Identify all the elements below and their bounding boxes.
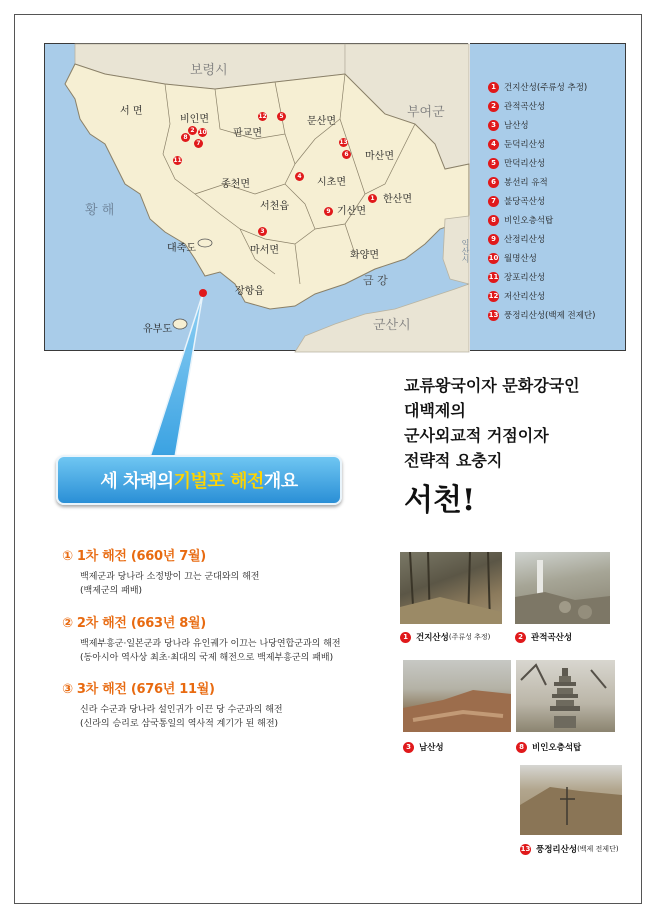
map-marker-1: 1: [368, 194, 377, 203]
map-marker-12: 12: [258, 113, 267, 120]
legend-label: 저산리산성: [504, 292, 546, 302]
battle-desc: 백제부흥군·일본군과 당나라 유인궤가 이끄는 나당연합군과의 해전: [80, 639, 341, 649]
label-hansanmyeon: 한산면: [383, 194, 412, 205]
label-jongcheonmyeon: 종천면: [221, 179, 250, 190]
label-seocheoneup: 서천읍: [260, 201, 289, 212]
legend-number: 3: [488, 120, 499, 131]
label-seomyeon: 서 면: [120, 106, 143, 117]
label-janghangeup: 장항읍: [235, 286, 264, 297]
label-masanmyeon: 마산면: [365, 151, 394, 162]
caption-label: 풍정리산성: [536, 845, 578, 855]
caption-label: 비인오층석탑: [532, 743, 582, 753]
label-hwayangmyeon: 화양면: [350, 250, 379, 261]
photo-namsanseong: [403, 660, 511, 732]
battle-item: [62, 545, 260, 598]
slogan-line: 대백제의: [404, 401, 466, 420]
map-marker-4: 4: [295, 172, 304, 181]
slogan-line: 군사외교적 거점이자: [404, 426, 549, 445]
photo-geonjisanseong: [400, 552, 502, 624]
battle-desc: 백제군과 당나라 소정방이 끄는 군대와의 해전: [80, 572, 260, 582]
legend-number: 2: [488, 101, 499, 112]
label-sea: 황 해: [85, 203, 115, 218]
battle-item: [62, 678, 283, 731]
battle-item: [62, 612, 341, 665]
battle-note: (동아시아 역사상 최초·최대의 국제 해전으로 백제부흥군의 패배): [80, 653, 334, 663]
label-river: 금 강: [363, 274, 388, 287]
label-sichomyeon: 시초면: [317, 177, 346, 188]
slogan-line: 전략적 요충지: [404, 451, 503, 470]
legend-label: 산정리산성: [504, 235, 546, 245]
label-iksan: 익산시: [461, 239, 470, 263]
label-gisanmyeon: 기산면: [337, 206, 366, 217]
map-marker-11: 11: [173, 157, 182, 164]
photo-caption: [403, 741, 444, 753]
label-gunsan: 군산시: [373, 318, 411, 333]
legend-label: 관적곡산성: [504, 102, 546, 112]
label-yubudo: 유부도: [143, 324, 172, 335]
legend-label: 장포리산성: [504, 273, 546, 283]
slogan-line: 교류왕국이자 문화강국인: [404, 376, 580, 395]
label-pangyomyeon: 판교면: [233, 128, 262, 139]
slogan-headline: 서천!: [404, 483, 476, 518]
legend-label: 만덕리산성: [504, 159, 546, 169]
legend-label: 풍정리산성(백제 전제단): [504, 311, 596, 321]
photo-biin-pagoda: [516, 660, 615, 732]
map-marker-8: 8: [181, 133, 190, 142]
map-marker-6: 6: [342, 150, 351, 159]
caption-sub: (주류성 추정): [448, 633, 491, 641]
caption-label: 건지산성: [416, 633, 449, 643]
label-boryeong: 보령시: [190, 63, 228, 78]
legend-label: 불당곡산성: [504, 197, 546, 207]
map-marker-9: 9: [324, 207, 333, 216]
legend-label: 비인오층석탑: [504, 216, 554, 226]
label-maseomyeon: 마서면: [250, 245, 279, 256]
map-marker-10: 10: [198, 129, 207, 136]
caption-label: 남산성: [419, 743, 444, 753]
legend-number: 12: [488, 291, 499, 300]
battle-heading: ③ 3차 해전 (676년 11월): [62, 682, 215, 697]
callout-beam: [150, 293, 203, 457]
legend-number: 1: [488, 82, 499, 93]
caption-number: 13: [520, 844, 531, 853]
legend-label: 건지산성(주류성 추정): [504, 83, 588, 93]
legend-label: 남산성: [504, 121, 529, 131]
caption-number: 8: [516, 742, 527, 753]
map-marker-7: 7: [194, 139, 203, 148]
section-title: [56, 455, 342, 505]
caption-sub: (백제 전제단): [577, 845, 619, 853]
legend-number: 6: [488, 177, 499, 188]
legend-label: 둔덕리산성: [504, 140, 546, 150]
photo-pungjeongrisanseong: [520, 765, 622, 835]
map-marker-5: 5: [277, 112, 286, 121]
battle-note: (백제군의 패배): [80, 586, 143, 596]
legend-label: 봉선리 유적: [504, 178, 548, 188]
battle-note: (신라의 승리로 삼국통일의 역사적 계기가 된 해전): [80, 719, 279, 729]
photo-gwanjeokgoksanseong: [515, 552, 610, 624]
title-text-2: 개요: [263, 471, 298, 492]
photo-caption: [515, 631, 572, 643]
legend-number: 11: [488, 272, 499, 281]
label-buyeo: 부여군: [407, 105, 445, 120]
label-daejukdo: 대죽도: [167, 243, 196, 254]
label-biinmyeon: 비인면: [180, 114, 209, 125]
caption-label: 관적곡산성: [531, 633, 573, 643]
legend-number: 9: [488, 234, 499, 245]
map-marker-2: 2: [188, 126, 197, 135]
battle-heading: ② 2차 해전 (663년 8월): [62, 616, 206, 631]
map-marker-3: 3: [258, 227, 267, 236]
legend-number: 7: [488, 196, 499, 207]
legend-number: 10: [488, 253, 499, 262]
legend-number: 13: [488, 310, 499, 319]
label-munsanmyeon: 문산면: [307, 116, 336, 127]
battle-heading: ① 1차 해전 (660년 7월): [62, 549, 206, 564]
photo-caption: [520, 843, 619, 855]
legend-number: 8: [488, 215, 499, 226]
caption-number: 2: [515, 632, 526, 643]
photo-caption: [400, 631, 490, 643]
legend-label: 월명산성: [504, 254, 537, 264]
legend-number: 4: [488, 139, 499, 150]
map-marker-13: 13: [339, 139, 348, 146]
legend-number: 5: [488, 158, 499, 169]
title-text-1: 세 차례의: [100, 471, 174, 492]
photo-caption: [516, 741, 581, 753]
slogan: [404, 373, 580, 473]
battle-site-dot: [199, 289, 207, 297]
battle-desc: 신라 수군과 당나라 설인귀가 이끈 당 수군과의 해전: [80, 705, 283, 715]
title-highlight: 기벌포 해전: [173, 471, 264, 492]
caption-number: 1: [400, 632, 411, 643]
caption-number: 3: [403, 742, 414, 753]
